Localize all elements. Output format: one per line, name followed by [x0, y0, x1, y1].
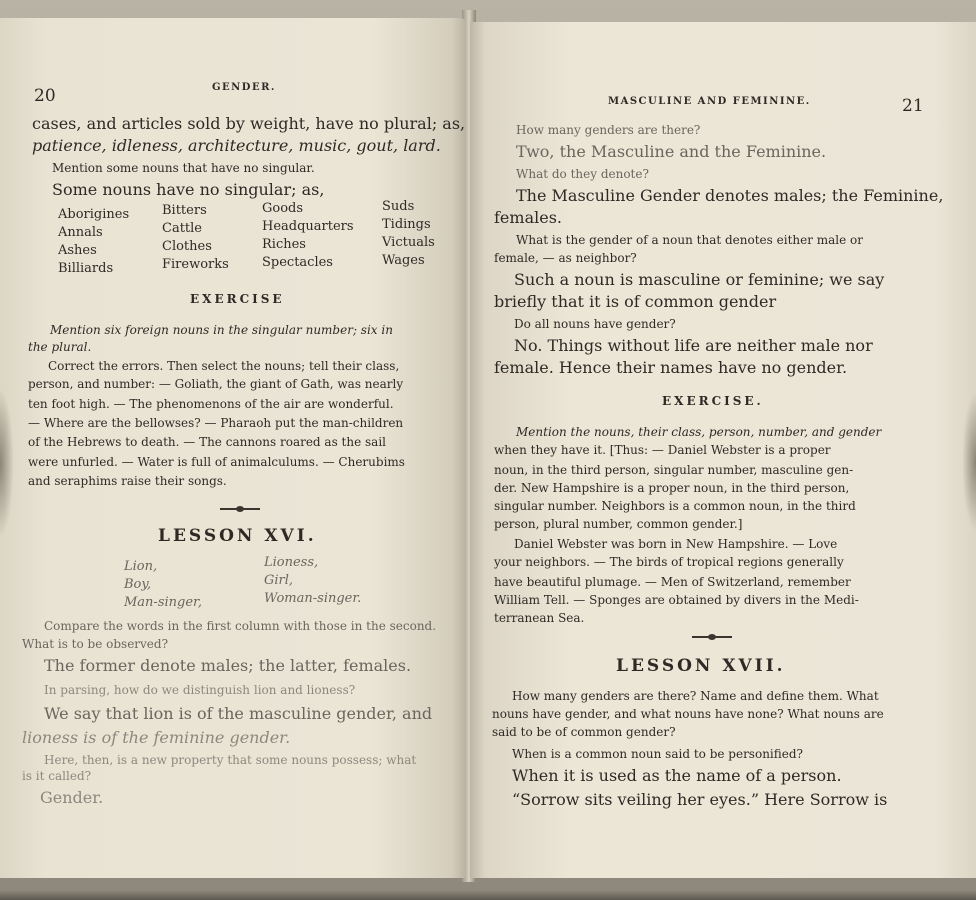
- text-line: der. New Hampshire is a proper noun, in the third person,: [494, 481, 850, 495]
- text-line: ten foot high. — The phenomenons of the air are wonderful.: [28, 397, 394, 411]
- text-line: When it is used as the name of a person.: [512, 766, 842, 785]
- text-line: Mention some nouns that have no singular.: [52, 161, 315, 175]
- word: Headquarters: [262, 219, 354, 234]
- word: Bitters: [162, 203, 207, 218]
- word: Lioness,: [264, 555, 319, 570]
- word-column: [382, 198, 435, 270]
- text-line: lioness is of the feminine gender.: [22, 728, 291, 747]
- word: Lion,: [124, 559, 158, 574]
- text-line: Here, then, is a new property that some nouns possess; what: [44, 753, 417, 767]
- text-line: is it called?: [22, 769, 92, 783]
- word: Suds: [382, 199, 415, 214]
- text-line: “Sorrow sits veiling her eyes.” Here Sorrow is: [512, 790, 888, 809]
- word: Victuals: [382, 235, 435, 250]
- text-line: of the Hebrews to death. — The cannons roared as the sail: [28, 435, 387, 449]
- text-line: and seraphims raise their songs.: [28, 474, 227, 488]
- text-line: were unfurled. — Water is full of animalculums. — Cherubims: [28, 455, 405, 469]
- exercise-heading: EXERCISE: [190, 292, 285, 306]
- word-column: [58, 206, 129, 278]
- text-line: How many genders are there?: [516, 123, 701, 137]
- text-line: No. Things without life are neither male nor: [514, 336, 873, 355]
- left-page: [0, 18, 466, 878]
- text-line: The Masculine Gender denotes males; the Feminine,: [516, 186, 944, 205]
- text-line: cases, and articles sold by weight, have no plural; as,: [32, 114, 466, 133]
- page-shadow: [0, 388, 14, 538]
- text-line: singular number. Neighbors is a common noun, in the third: [494, 499, 856, 513]
- text-line: Some nouns have no singular; as,: [52, 180, 325, 199]
- text-line: person, and number: — Goliath, the giant of Gath, was nearly: [28, 377, 404, 391]
- text-line: terranean Sea.: [494, 611, 585, 625]
- word: Riches: [262, 237, 306, 252]
- text-line: Two, the Masculine and the Feminine.: [516, 142, 827, 161]
- lesson-title: LESSON XVI.: [158, 526, 317, 546]
- word-column: [124, 558, 202, 612]
- text-line: noun, in the third person, singular number, masculine gen-: [494, 463, 854, 477]
- word: Annals: [58, 225, 103, 240]
- word: Tidings: [382, 217, 431, 232]
- text-line: Mention six foreign nouns in the singular number; six in: [50, 323, 393, 337]
- text-line: Correct the errors. Then select the nouns; tell their class,: [48, 359, 400, 373]
- text-line: female, — as neighbor?: [494, 251, 637, 265]
- text-line: have beautiful plumage. — Men of Switzerland, remember: [494, 575, 851, 589]
- word: Billiards: [58, 261, 114, 276]
- word: Ashes: [58, 243, 97, 258]
- text-line: William Tell. — Sponges are obtained by divers in the Medi-: [494, 593, 859, 607]
- text-line: patience, idleness, architecture, music, gout, lard.: [32, 136, 441, 155]
- left-page-number: 20: [34, 86, 56, 106]
- right-running-head: MASCULINE AND FEMININE.: [608, 96, 811, 107]
- text-line: Daniel Webster was born in New Hampshire. — Love: [514, 537, 838, 551]
- page-shadow: [962, 392, 976, 532]
- text-line: said to be of common gender?: [492, 725, 676, 739]
- word: Boy,: [124, 577, 152, 592]
- word: Woman-singer.: [264, 591, 362, 606]
- word-column: [162, 202, 229, 274]
- text-line: Do all nouns have gender?: [514, 317, 676, 331]
- text-line: your neighbors. — The birds of tropical regions generally: [494, 555, 844, 569]
- text-line: female. Hence their names have no gender.: [494, 358, 848, 377]
- right-page-number: 21: [902, 96, 924, 116]
- word: Man-singer,: [124, 595, 202, 610]
- text-line: We say that lion is of the masculine gender, and: [44, 704, 433, 723]
- text-line: The former denote males; the latter, females.: [44, 656, 412, 675]
- left-running-head: GENDER.: [212, 82, 276, 93]
- text-line: Gender.: [40, 788, 104, 807]
- ornament-divider: [692, 634, 732, 640]
- word: Goods: [262, 201, 304, 216]
- word: Aborigines: [58, 207, 130, 222]
- ornament-divider: [220, 506, 260, 512]
- text-line: females.: [494, 208, 562, 227]
- text-line: Compare the words in the first column with those in the second.: [44, 619, 437, 633]
- text-line: In parsing, how do we distinguish lion and lioness?: [44, 683, 356, 697]
- word: Spectacles: [262, 255, 333, 270]
- text-line: person, plural number, common gender.]: [494, 517, 743, 531]
- exercise-heading: EXERCISE.: [662, 394, 764, 408]
- text-line: What do they denote?: [516, 167, 649, 181]
- text-line: — Where are the bellowses? — Pharaoh put the man-children: [28, 416, 404, 430]
- text-line: What is the gender of a noun that denotes either male or: [516, 233, 864, 247]
- word: Girl,: [264, 573, 294, 588]
- word: Wages: [382, 253, 425, 268]
- lesson-title: LESSON XVII.: [616, 656, 786, 676]
- right-page: [470, 22, 976, 878]
- text-line: Mention the nouns, their class, person, number, and gender: [516, 425, 882, 439]
- word-column: [262, 200, 354, 272]
- text-line: the plural.: [28, 340, 92, 354]
- text-line: nouns have gender, and what nouns have none? What nouns are: [492, 707, 884, 721]
- word-column: [264, 554, 361, 608]
- text-line: Such a noun is masculine or feminine; we say: [514, 270, 885, 289]
- text-line: What is to be observed?: [22, 637, 169, 651]
- word: Clothes: [162, 239, 212, 254]
- text-line: When is a common noun said to be personified?: [512, 747, 803, 761]
- word: Cattle: [162, 221, 202, 236]
- text-line: How many genders are there? Name and define them. What: [512, 689, 879, 703]
- text-line: when they have it. [Thus: — Daniel Webster is a proper: [494, 443, 831, 457]
- word: Fireworks: [162, 257, 229, 272]
- text-line: briefly that it is of common gender: [494, 292, 777, 311]
